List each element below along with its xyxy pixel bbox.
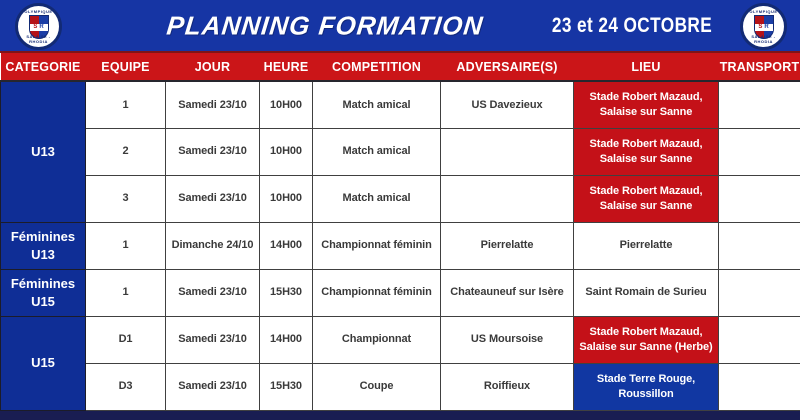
cell-adversaire: Chateauneuf sur Isère <box>441 269 574 316</box>
cell-lieu: Stade Robert Mazaud, Salaise sur Sanne <box>574 128 719 175</box>
cell-adversaire <box>441 128 574 175</box>
category-cell-feminines-u15: Féminines U15 <box>1 269 86 316</box>
cell-competition: Match amical <box>313 128 441 175</box>
cell-jour: Samedi 23/10 <box>166 81 260 128</box>
cell-transport <box>719 222 800 269</box>
cell-jour: Samedi 23/10 <box>166 269 260 316</box>
column-header-transport: TRANSPORT <box>719 53 800 81</box>
table-row <box>1 81 800 128</box>
table-row <box>1 175 800 222</box>
column-header-jour: JOUR <box>166 53 260 81</box>
club-name-top: OLYMPIQUE <box>749 9 778 14</box>
cell-equipe: 2 <box>86 128 166 175</box>
category-cell-u15: U15 <box>1 316 86 410</box>
cell-equipe: 1 <box>86 222 166 269</box>
cell-heure: 14H00 <box>260 222 313 269</box>
cell-competition: Championnat féminin <box>313 222 441 269</box>
cell-adversaire: US Moursoise <box>441 316 574 363</box>
club-crest-icon: S R <box>29 15 49 39</box>
cell-equipe: 3 <box>86 175 166 222</box>
cell-lieu: Stade Robert Mazaud, Salaise sur Sanne <box>574 81 719 128</box>
cell-equipe: 1 <box>86 269 166 316</box>
club-logo-left <box>15 3 62 50</box>
cell-equipe: D3 <box>86 363 166 410</box>
cell-lieu: Stade Robert Mazaud, Salaise sur Sanne <box>574 175 719 222</box>
cell-competition: Match amical <box>313 175 441 222</box>
column-header-adversaires: ADVERSAIRE(S) <box>441 53 574 81</box>
schedule-table <box>0 53 800 411</box>
event-dates: 23 et 24 OCTOBRE <box>551 13 713 37</box>
page-title: PLANNING FORMATION <box>165 10 485 40</box>
table-row <box>1 222 800 269</box>
cell-heure: 10H00 <box>260 81 313 128</box>
cell-equipe: D1 <box>86 316 166 363</box>
cell-heure: 14H00 <box>260 316 313 363</box>
cell-jour: Dimanche 24/10 <box>166 222 260 269</box>
column-header-categorie: CATEGORIE <box>1 53 86 81</box>
cell-lieu: Stade Terre Rouge, Roussillon <box>574 363 719 410</box>
cell-jour: Samedi 23/10 <box>166 316 260 363</box>
cell-heure: 15H30 <box>260 363 313 410</box>
column-header-equipe: EQUIPE <box>86 53 166 81</box>
cell-heure: 15H30 <box>260 269 313 316</box>
cell-transport <box>719 81 800 128</box>
club-logo-right <box>740 3 787 50</box>
cell-transport <box>719 363 800 410</box>
header-row <box>1 53 800 81</box>
cell-competition: Championnat féminin <box>313 269 441 316</box>
club-crest-icon: S R <box>754 15 774 39</box>
club-name-bottom: SALAISE - RHODIA <box>751 34 776 44</box>
column-header-heure: HEURE <box>260 53 313 81</box>
cell-adversaire: Pierrelatte <box>441 222 574 269</box>
column-header-lieu: LIEU <box>574 53 719 81</box>
cell-lieu: Pierrelatte <box>574 222 719 269</box>
table-row <box>1 128 800 175</box>
cell-transport <box>719 316 800 363</box>
club-name-top: OLYMPIQUE <box>24 9 53 14</box>
cell-competition: Match amical <box>313 81 441 128</box>
footer-bar <box>0 411 800 420</box>
category-cell-u13: U13 <box>1 81 86 222</box>
cell-competition: Coupe <box>313 363 441 410</box>
column-header-competition: COMPETITION <box>313 53 441 81</box>
cell-equipe: 1 <box>86 81 166 128</box>
cell-jour: Samedi 23/10 <box>166 175 260 222</box>
cell-transport <box>719 175 800 222</box>
cell-adversaire <box>441 175 574 222</box>
cell-jour: Samedi 23/10 <box>166 128 260 175</box>
cell-transport <box>719 128 800 175</box>
cell-competition: Championnat <box>313 316 441 363</box>
club-name-bottom: SALAISE - RHODIA <box>26 34 51 44</box>
cell-heure: 10H00 <box>260 175 313 222</box>
cell-transport <box>719 269 800 316</box>
cell-lieu: Stade Robert Mazaud, Salaise sur Sanne (Herbe) <box>574 316 719 363</box>
banner <box>0 0 800 53</box>
cell-jour: Samedi 23/10 <box>166 363 260 410</box>
category-cell-feminines-u13: Féminines U13 <box>1 222 86 269</box>
cell-adversaire: US Davezieux <box>441 81 574 128</box>
table-row <box>1 363 800 410</box>
cell-heure: 10H00 <box>260 128 313 175</box>
table-row <box>1 316 800 363</box>
cell-adversaire: Roiffieux <box>441 363 574 410</box>
cell-lieu: Saint Romain de Surieu <box>574 269 719 316</box>
table-row <box>1 269 800 316</box>
